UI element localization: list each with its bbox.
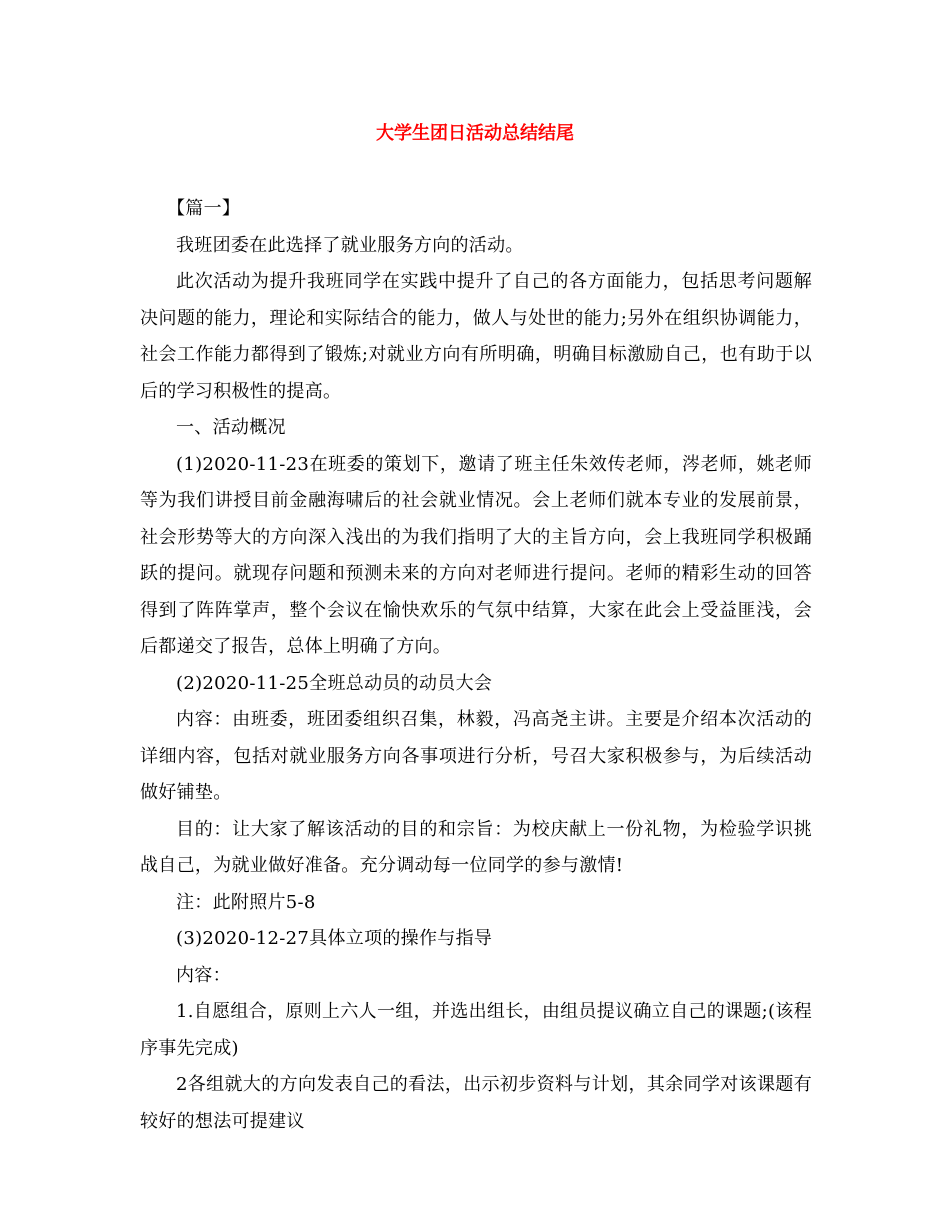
paragraph: 内容：	[176, 964, 231, 986]
paragraph: 我班团委在此选择了就业服务方向的活动。	[176, 234, 524, 256]
paragraph: 2各组就大的方向发表自己的看法，出示初步资料与计划，其余同学对该课题有较好的想法可提建议	[140, 1074, 812, 1132]
paragraph: (1)2020-11-23在班委的策划下，邀请了班主任朱效传老师，涔老师，姚老师等为我们讲授目前金融海啸后的社会就业情况。会上老师们就本专业的发展前景，社会形势等大的方向深入浅出的为我们指明了大的主旨方向，会上我班同学积极踊跃的提问。就现存问题和预测未来的方向对老师进行提问。老师的精彩生动的回答得到了阵阵掌声，整个会议在愉快欢乐的气氛中结算，大家在此会上受益匪浅，会后都递交了报告，总体上明确了方向。	[140, 453, 812, 657]
paragraph: 内容：由班委，班团委组织召集，林毅，冯高尧主讲。主要是介绍本次活动的详细内容，包括对就业服务方向各事项进行分析，号召大家积极参与，为后续活动做好铺垫。	[140, 709, 812, 803]
paragraph: (2)2020-11-25全班总动员的动员大会	[176, 672, 493, 694]
paragraph: 注：此附照片5-8	[176, 891, 316, 913]
paragraph: 目的：让大家了解该活动的目的和宗旨：为校庆献上一份礼物，为检验学识挑战自己，为就业做好准备。充分调动每一位同学的参与激情!	[140, 818, 812, 876]
paragraph: (3)2020-12-27具体立项的操作与指导	[176, 928, 493, 949]
paragraph: 一、活动概况	[176, 417, 286, 438]
document-body	[140, 191, 812, 1140]
document-title: 大学生团日活动总结结尾	[376, 123, 574, 144]
section-heading: 【篇一】	[167, 198, 241, 219]
paragraph: 此次活动为提升我班同学在实践中提升了自己的各方面能力，包括思考问题解决问题的能力，理论和实际结合的能力，做人与处世的能力;另外在组织协调能力，社会工作能力都得到了锻炼;对就业方向有所明确，明确目标激励自己，也有助于以后的学习积极性的提高。	[140, 271, 812, 402]
paragraph: 1.自愿组合，原则上六人一组，并选出组长，由组员提议确立自己的课题;(该程序事先完成)	[140, 1001, 812, 1059]
